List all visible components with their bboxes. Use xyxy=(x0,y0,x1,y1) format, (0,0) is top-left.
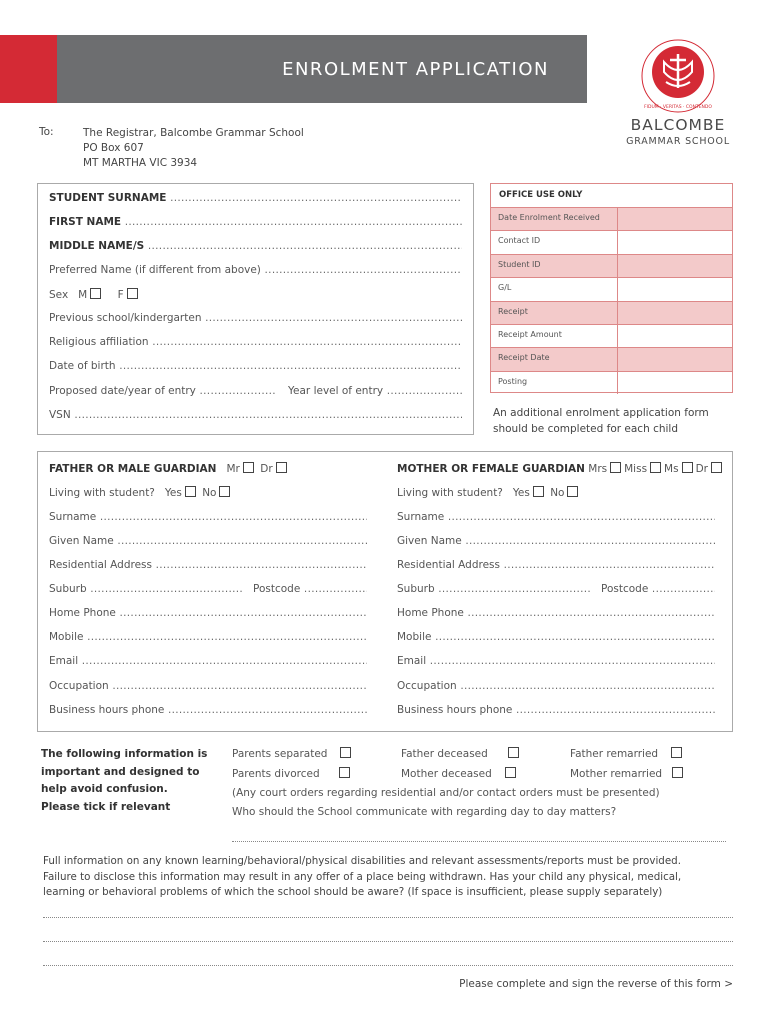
school-subtitle: GRAMMAR SCHOOL xyxy=(626,136,730,147)
father-suburb-field[interactable]: Suburb ..... xyxy=(49,583,242,595)
office-use-title: OFFICE USE ONLY xyxy=(499,190,583,200)
mother-home-phone-field[interactable]: Home Phone ..... xyxy=(397,607,715,619)
mother-business-phone-field[interactable]: Business hours phone ..... xyxy=(397,704,715,716)
office-row[interactable]: Student ID xyxy=(491,254,732,277)
mother-remarried-item: Mother remarried xyxy=(570,767,686,780)
year-level-field[interactable]: Year level of entry ..... xyxy=(288,385,462,397)
father-business-phone-field[interactable]: Business hours phone ..... xyxy=(49,704,367,716)
school-crest-logo xyxy=(640,38,716,114)
header-red-block xyxy=(0,35,57,103)
sex-field: Sex M F xyxy=(49,288,141,301)
father-mr-checkbox[interactable] xyxy=(243,462,254,473)
dob-field[interactable]: Date of birth ..... xyxy=(49,360,462,372)
address-line-2: PO Box 607 xyxy=(83,142,144,154)
mother-address-field[interactable]: Residential Address ..... xyxy=(397,559,715,571)
office-row[interactable]: Date Enrolment Received xyxy=(491,207,732,230)
father-home-phone-field[interactable]: Home Phone ..... xyxy=(49,607,367,619)
parents-divorced-checkbox[interactable] xyxy=(339,767,350,778)
mother-living-yes-checkbox[interactable] xyxy=(533,486,544,497)
mother-postcode-field[interactable]: Postcode ..... xyxy=(601,583,715,595)
mother-dr-checkbox[interactable] xyxy=(711,462,722,473)
first-name-field[interactable]: FIRST NAME ..... xyxy=(49,216,462,228)
mother-given-name-field[interactable]: Given Name ..... xyxy=(397,535,715,547)
father-deceased-checkbox[interactable] xyxy=(508,747,519,758)
father-occupation-field[interactable]: Occupation ..... xyxy=(49,680,367,692)
footer-note: Please complete and sign the reverse of this form > xyxy=(459,978,733,990)
mother-email-field[interactable]: Email ..... xyxy=(397,655,715,667)
address-line-1: The Registrar, Balcombe Grammar School xyxy=(83,127,304,139)
mother-mrs-checkbox[interactable] xyxy=(610,462,621,473)
father-mobile-field[interactable]: Mobile ..... xyxy=(49,631,367,643)
page-title: ENROLMENT APPLICATION xyxy=(282,58,549,80)
mother-deceased-checkbox[interactable] xyxy=(505,767,516,778)
father-remarried-checkbox[interactable] xyxy=(671,747,682,758)
mother-living-field: Living with student? Yes No xyxy=(397,486,581,499)
parents-separated-item: Parents separated xyxy=(232,747,354,760)
mother-surname-field[interactable]: Surname ..... xyxy=(397,511,715,523)
mother-suburb-field[interactable]: Suburb ..... xyxy=(397,583,590,595)
proposed-entry-field[interactable]: Proposed date/year of entry ..... xyxy=(49,385,277,397)
info-instructions: The following information is important and designed to help avoid confusion. Please tick if relevant xyxy=(41,748,208,813)
mother-miss-checkbox[interactable] xyxy=(650,462,661,473)
to-label: To: xyxy=(39,126,54,138)
office-row[interactable]: Receipt Date xyxy=(491,347,732,370)
office-row[interactable]: Receipt Amount xyxy=(491,324,732,347)
office-row[interactable]: Receipt xyxy=(491,301,732,324)
father-living-no-checkbox[interactable] xyxy=(219,486,230,497)
sex-f-checkbox[interactable] xyxy=(127,288,138,299)
office-row[interactable]: G/L xyxy=(491,277,732,300)
communication-answer-line[interactable] xyxy=(232,841,726,842)
disability-paragraph: Full information on any known learning/behavioral/physical disabilities and relevant assessments/reports must be provided. Failure to disclose this information may result in any offer of a place being withdrawn. Has your child any physical, medical, learning or behavioral problems of which the school should be aware? (If space is insufficient, please supply separately) xyxy=(43,855,682,898)
father-dr-checkbox[interactable] xyxy=(276,462,287,473)
father-living-yes-checkbox[interactable] xyxy=(185,486,196,497)
father-given-name-field[interactable]: Given Name ..... xyxy=(49,535,367,547)
father-email-field[interactable]: Email ..... xyxy=(49,655,367,667)
previous-school-field[interactable]: Previous school/kindergarten ..... xyxy=(49,312,462,324)
office-row[interactable]: Posting xyxy=(491,371,732,394)
mother-occupation-field[interactable]: Occupation ..... xyxy=(397,680,715,692)
disability-answer-line[interactable] xyxy=(43,917,733,918)
religion-field[interactable]: Religious affiliation ..... xyxy=(49,336,462,348)
father-address-field[interactable]: Residential Address ..... xyxy=(49,559,367,571)
sex-m-checkbox[interactable] xyxy=(90,288,101,299)
address-line-3: MT MARTHA VIC 3934 xyxy=(83,157,198,169)
mother-title: MOTHER OR FEMALE GUARDIAN Mrs Miss Ms Dr xyxy=(397,462,725,475)
student-surname-field[interactable]: STUDENT SURNAME ..... xyxy=(49,192,462,204)
father-living-field: Living with student? Yes No xyxy=(49,486,233,499)
parents-divorced-item: Parents divorced xyxy=(232,767,353,780)
father-surname-field[interactable]: Surname ..... xyxy=(49,511,367,523)
communication-question: Who should the School communicate with regarding day to day matters? xyxy=(232,806,617,818)
father-postcode-field[interactable]: Postcode ..... xyxy=(253,583,367,595)
parents-separated-checkbox[interactable] xyxy=(340,747,351,758)
mother-deceased-item: Mother deceased xyxy=(401,767,519,780)
mother-mobile-field[interactable]: Mobile ..... xyxy=(397,631,715,643)
mother-living-no-checkbox[interactable] xyxy=(567,486,578,497)
father-title: FATHER OR MALE GUARDIAN Mr Dr xyxy=(49,462,290,475)
school-name: BALCOMBE xyxy=(630,116,726,134)
disability-answer-line[interactable] xyxy=(43,965,733,966)
preferred-name-field[interactable]: Preferred Name (if different from above) ..... xyxy=(49,264,462,276)
mother-remarried-checkbox[interactable] xyxy=(672,767,683,778)
crest-motto: FIDUM · VERITAS · CONTENDO xyxy=(644,105,712,110)
additional-form-note: An additional enrolment application form should be completed for each child xyxy=(493,407,709,435)
office-row[interactable]: Contact ID xyxy=(491,230,732,253)
father-remarried-item: Father remarried xyxy=(570,747,685,760)
mother-ms-checkbox[interactable] xyxy=(682,462,693,473)
middle-name-field[interactable]: MIDDLE NAME/S ..... xyxy=(49,240,462,252)
court-orders-note: (Any court orders regarding residential and/or contact orders must be presented) xyxy=(232,787,660,799)
disability-answer-line[interactable] xyxy=(43,941,733,942)
office-use-box xyxy=(490,183,733,393)
father-deceased-item: Father deceased xyxy=(401,747,522,760)
vsn-field[interactable]: VSN ..... xyxy=(49,409,462,421)
